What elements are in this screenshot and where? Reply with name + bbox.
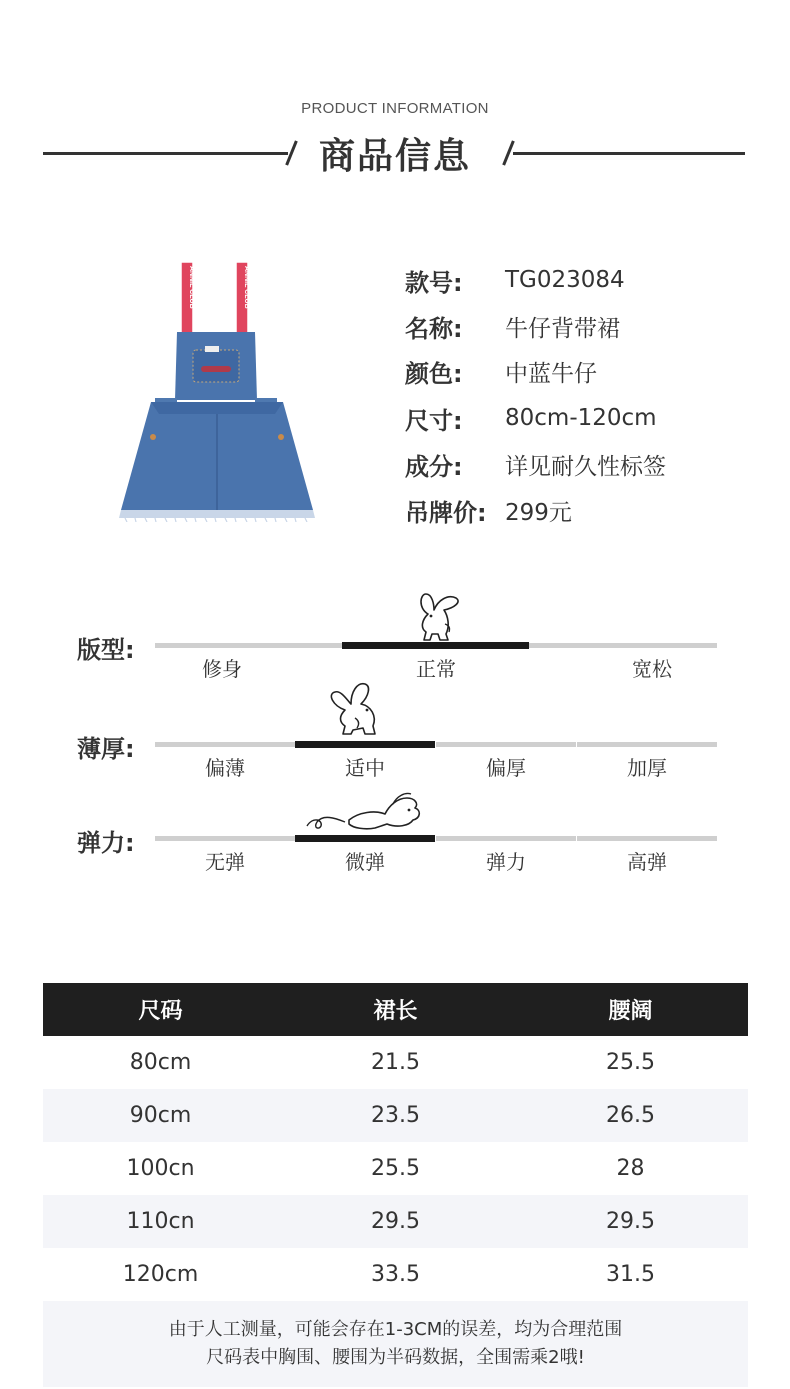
table-row (43, 1142, 748, 1195)
size-table (43, 983, 748, 1387)
elasticity-option: 高弹 (627, 850, 667, 874)
info-value: 牛仔背带裙 (505, 315, 620, 342)
info-label: 颜色: (405, 359, 463, 388)
attr-label-thickness: 薄厚: (77, 735, 135, 763)
info-row-price (405, 494, 572, 526)
cell: 90cm (129, 1103, 192, 1128)
product-image (115, 262, 320, 522)
fit-bar-seg-1 (155, 643, 342, 648)
fit-option-selected: 正常 (416, 657, 456, 681)
info-row-material (405, 448, 666, 480)
elasticity-option: 无弹 (205, 850, 245, 874)
thickness-option-selected: 适中 (345, 756, 385, 780)
header-cell-length: 裙长 (373, 999, 418, 1024)
attr-label-fit: 版型: (77, 636, 135, 664)
table-row (43, 1195, 748, 1248)
fit-option: 修身 (202, 657, 242, 681)
cell: 29.5 (371, 1209, 420, 1234)
thickness-bar-seg-2-selected (295, 741, 435, 748)
table-row (43, 1036, 748, 1089)
info-label: 名称: (405, 314, 463, 343)
table-row (43, 1248, 748, 1301)
info-value: 299元 (505, 499, 572, 526)
fit-bar-seg-3 (529, 643, 717, 648)
strap-text-left: ANNIL CLUB (188, 266, 195, 309)
thickness-bar-seg-3 (436, 742, 576, 747)
cell: 33.5 (371, 1262, 420, 1287)
measurement-note (43, 1301, 748, 1387)
elasticity-option-selected: 微弹 (345, 850, 385, 874)
info-value: TG023084 (505, 267, 625, 293)
cell: 29.5 (606, 1209, 655, 1234)
strap-text-right: ANNIL CLUB (243, 266, 250, 309)
table-header (43, 983, 748, 1036)
header-line-right (513, 152, 745, 155)
cell: 21.5 (371, 1050, 420, 1075)
header-cn-title: 商品信息 (318, 136, 471, 177)
header-cell-waist: 腰阔 (608, 999, 653, 1024)
info-value: 中蓝牛仔 (505, 360, 597, 387)
elasticity-bar-seg-2-selected (295, 835, 435, 842)
cell: 26.5 (606, 1103, 655, 1128)
elasticity-bar-seg-1 (155, 836, 295, 841)
info-row-name (405, 310, 620, 342)
fit-option: 宽松 (632, 657, 672, 681)
thickness-bar-seg-4 (577, 742, 717, 747)
elasticity-bar-seg-4 (577, 836, 717, 841)
cell: 23.5 (371, 1103, 420, 1128)
attr-label-elasticity: 弹力: (77, 829, 135, 857)
cell: 28 (616, 1156, 645, 1181)
table-row (43, 1089, 748, 1142)
info-label: 成分: (405, 452, 463, 481)
elasticity-bar-seg-3 (436, 836, 576, 841)
rabbit-standing-icon (412, 590, 472, 642)
thickness-option: 加厚 (627, 756, 667, 780)
info-row-color (405, 355, 597, 387)
info-label: 吊牌价: (405, 498, 487, 527)
rabbit-leaping-icon (305, 792, 425, 834)
thickness-option: 偏薄 (205, 756, 245, 780)
fit-bar-seg-2-selected (342, 642, 529, 649)
header-en-title: PRODUCT INFORMATION (301, 100, 489, 117)
elasticity-option: 弹力 (486, 850, 526, 874)
cell: 80cm (129, 1050, 192, 1075)
info-row-style-no (405, 264, 625, 296)
cell: 25.5 (606, 1050, 655, 1075)
cell: 120cm (122, 1262, 199, 1287)
info-label: 尺寸: (405, 406, 463, 435)
info-value: 详见耐久性标签 (505, 453, 666, 480)
cell: 31.5 (606, 1262, 655, 1287)
thickness-bar-seg-1 (155, 742, 295, 747)
info-value: 80cm-120cm (505, 405, 657, 431)
note-line-1: 由于人工测量，可能会存在1-3CM的误差，均为合理范围 (168, 1319, 623, 1340)
cell: 100cn (126, 1156, 195, 1181)
note-line-2: 尺码表中胸围、腰围为半码数据，全围需乘2哦! (206, 1347, 585, 1368)
cell: 25.5 (371, 1156, 420, 1181)
rabbit-sitting-icon (325, 680, 385, 738)
cell: 110cn (126, 1209, 195, 1234)
thickness-option: 偏厚 (486, 756, 526, 780)
header-cell-size: 尺码 (138, 999, 183, 1024)
info-label: 款号: (405, 268, 463, 297)
info-row-size (405, 402, 657, 434)
